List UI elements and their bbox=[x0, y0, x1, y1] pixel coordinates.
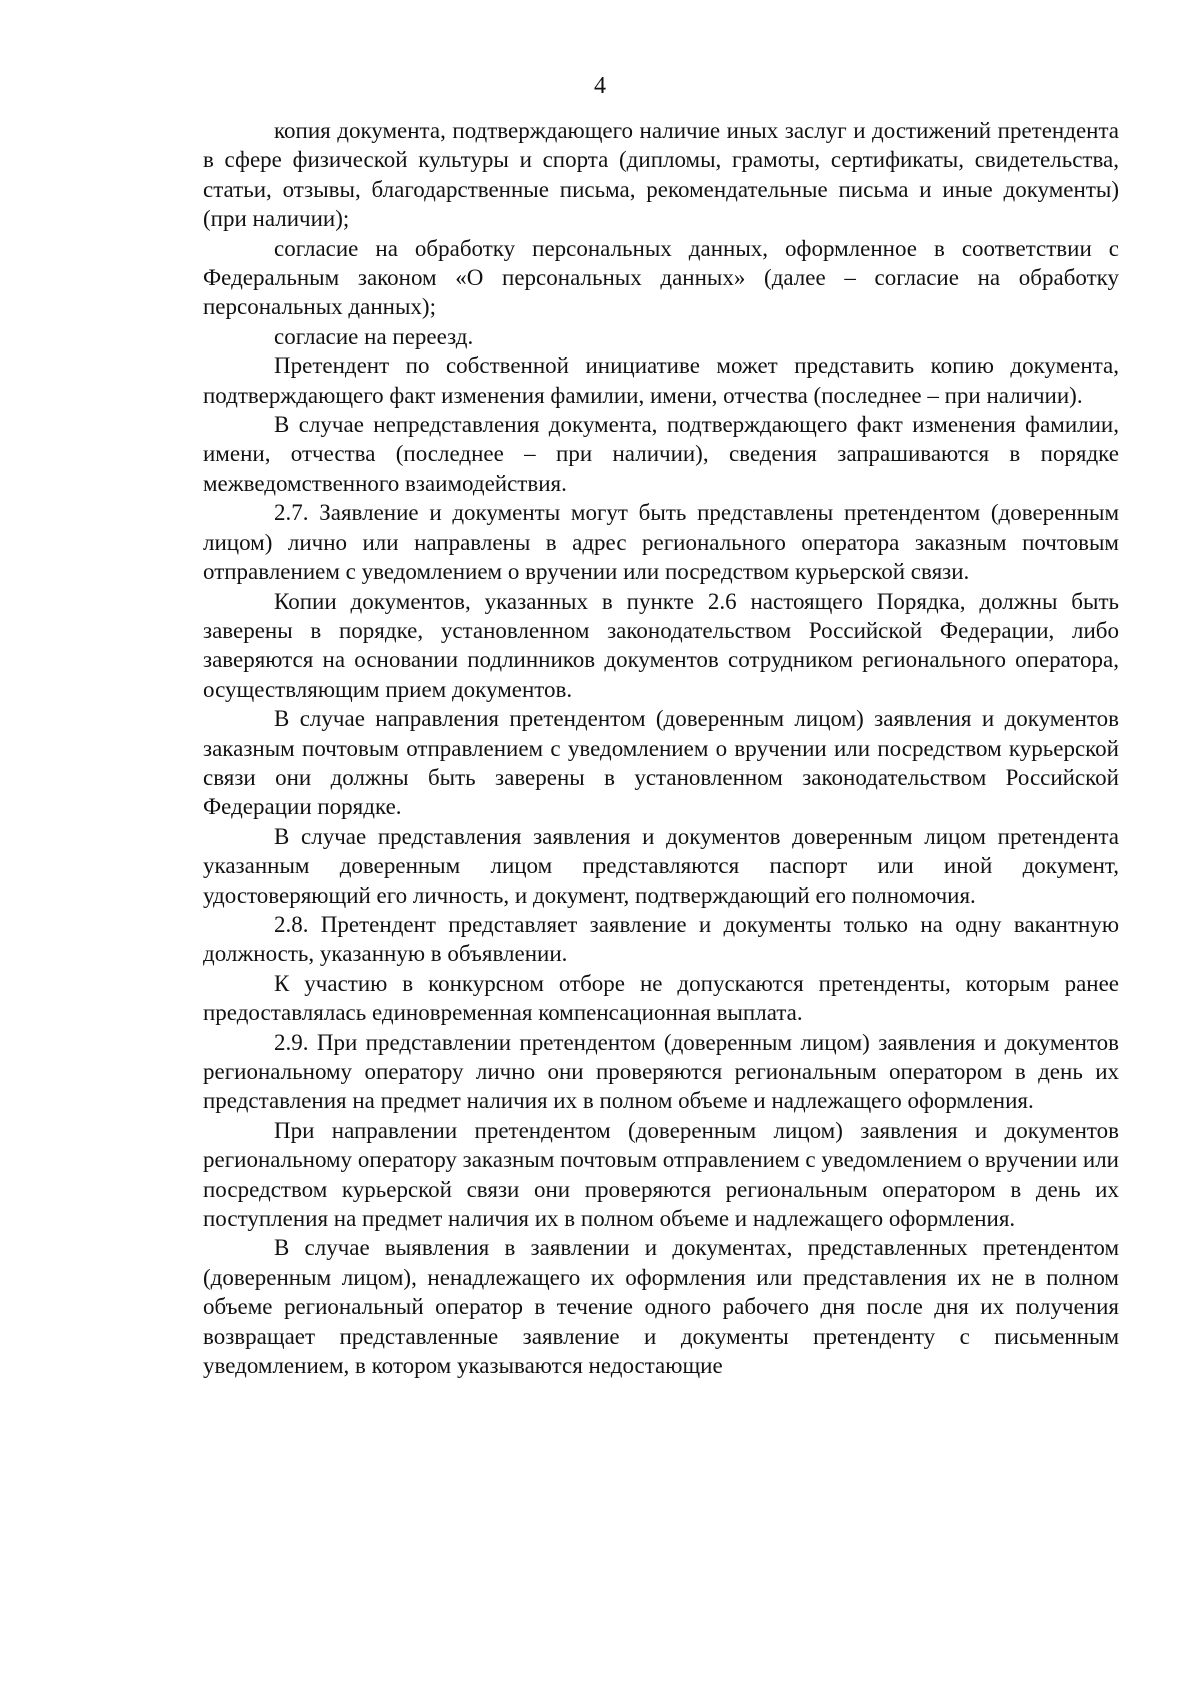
paragraph-2-9: 2.9. При представлении претендентом (доверенным лицом) заявления и документов региональному оператору лично они проверяются региональным оператором в день их представления на предмет наличия их в полном объеме и надлежащего оформления. bbox=[203, 1029, 1119, 1114]
paragraph-personal-data-consent: согласие на обработку персональных данных, оформленное в соответствии с Федеральным законом «О персональных данных» (далее – согласие на обработку персональных данных); bbox=[203, 235, 1119, 320]
paragraph-2-8: 2.8. Претендент представляет заявление и документы только на одну вакантную должность, указанную в объявлении. bbox=[203, 911, 1119, 967]
page-number: 4 bbox=[594, 73, 606, 99]
document-body bbox=[203, 116, 1119, 1380]
paragraph-mail-verification: При направлении претендентом (доверенным лицом) заявления и документов региональному оператору заказным почтовым отправлением с уведомлением о вручении или посредством курьерской связи они проверяются региональным оператором в день их поступления на предмет наличия их в полном объеме и надлежащего оформления. bbox=[203, 1117, 1119, 1232]
paragraph-copy-of-achievements: копия документа, подтверждающего наличие иных заслуг и достижений претендента в сфере физической культуры и спорта (дипломы, грамоты, сертификаты, свидетельства, статьи, отзывы, благодарственные письма, рекомендательные письма и иные документы) (при наличии); bbox=[203, 118, 1119, 232]
paragraph-name-change-document: Претендент по собственной инициативе может представить копию документа, подтверждающего факт изменения фамилии, имени, отчества (последнее – при наличии). bbox=[203, 353, 1119, 408]
paragraph-trusted-person: В случае представления заявления и документов доверенным лицом претендента указанным доверенным лицом представляются паспорт или иной документ, удостоверяющий его личность, и документ, подтверждающий его полномочия. bbox=[203, 823, 1119, 908]
paragraph-interdepartmental-request: В случае непредставления документа, подтверждающего факт изменения фамилии, имени, отчества (последнее – при наличии), сведения запрашиваются в порядке межведомственного взаимодействия. bbox=[203, 412, 1119, 496]
paragraph-2-7: 2.7. Заявление и документы могут быть представлены претендентом (доверенным лицом) лично или направлены в адрес регионального оператора заказным почтовым отправлением с уведомлением о вручении или посредством курьерской связи. bbox=[203, 500, 1119, 585]
paragraph-relocation-consent: согласие на переезд. bbox=[274, 323, 474, 349]
paragraph-return-of-documents: В случае выявления в заявлении и документах, представленных претендентом (доверенным лицом), ненадлежащего их оформления или представления их не в полном объеме региональный оператор в течение одного рабочего дня после дня их получения возвращает представленные заявление и документы претенденту с письменным уведомлением, в котором указываются недостающие bbox=[203, 1235, 1119, 1379]
paragraph-copies-certification: Копии документов, указанных в пункте 2.6 настоящего Порядка, должны быть заверены в порядке, установленном законодательством Российской Федерации, либо заверяются на основании подлинников документов сотрудником регионального оператора, осуществляющим прием документов. bbox=[203, 588, 1119, 702]
paragraph-exclusion: К участию в конкурсном отборе не допускаются претенденты, которым ранее предоставлялась единовременная компенсационная выплата. bbox=[203, 970, 1119, 1026]
paragraph-mail-certification: В случае направления претендентом (доверенным лицом) заявления и документов заказным почтовым отправлением с уведомлением о вручении или посредством курьерской связи они должны быть заверены в установленном законодательством Российской Федерации порядке. bbox=[203, 706, 1119, 820]
